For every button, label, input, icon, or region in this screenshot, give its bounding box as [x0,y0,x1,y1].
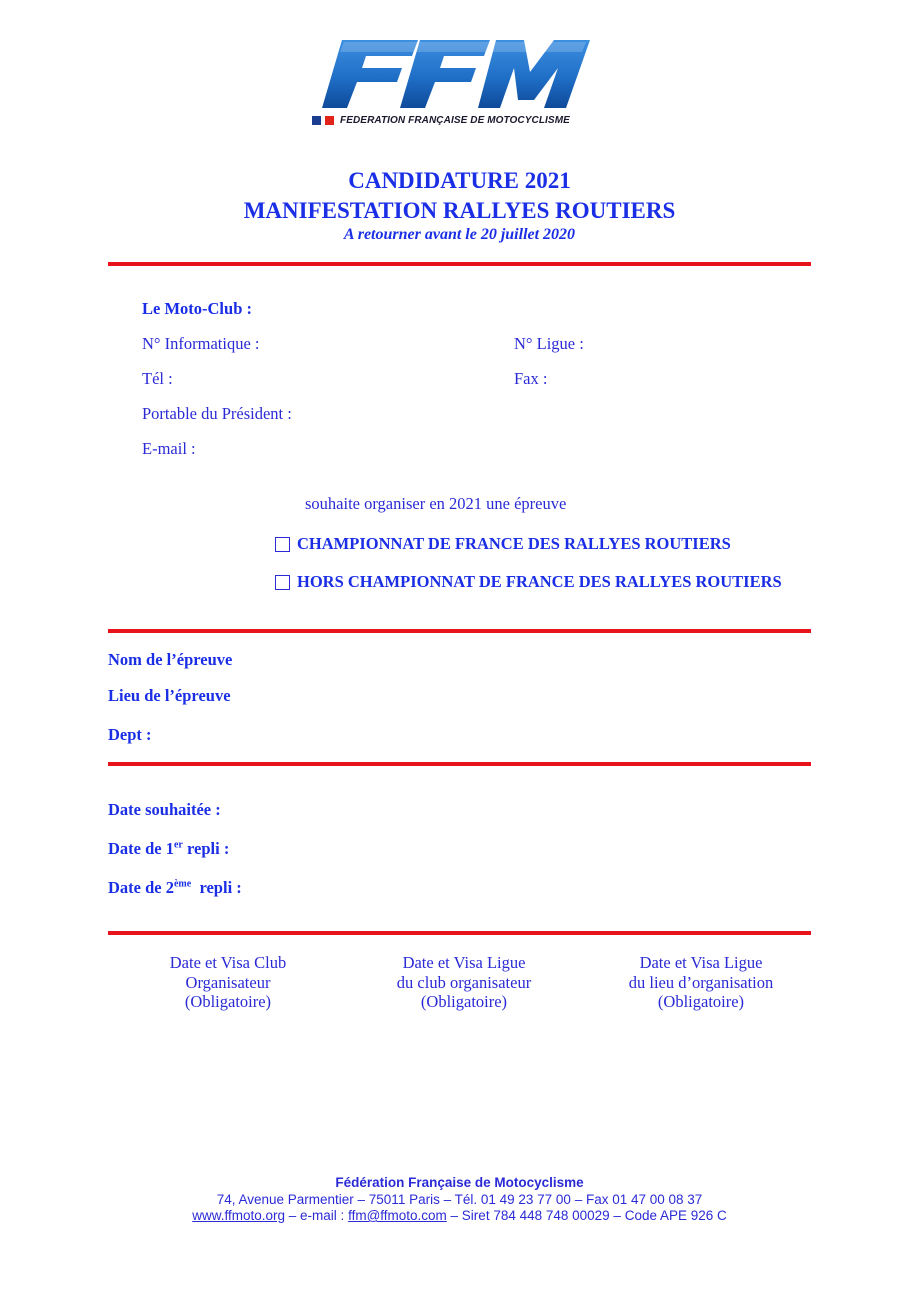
date-souhaitee-label: Date souhaitée : [108,800,221,819]
n-ligue-label: N° Ligue : [514,334,584,353]
visa-1-line2: Organisateur [185,972,271,992]
flag-red-square [325,116,334,125]
date-repli-2-label [108,878,242,898]
logo-tagline-row [312,112,602,128]
date-repli-2-suffix: repli : [191,878,242,897]
footer-email-prefix: – e-mail : [285,1208,349,1223]
ffm-logo-mark [320,38,592,110]
visa-1-line3: (Obligatoire) [184,992,272,1011]
visa-3-line2: du lieu d’organisation [628,972,774,992]
divider-4 [108,931,811,935]
footer-email-link[interactable]: ffm@ffmoto.com [348,1208,447,1223]
visa-2-line1: Date et Visa Ligue [402,953,526,972]
visa-2-line3: (Obligatoire) [420,992,508,1011]
date-repli-1-prefix: Date de 1 [108,839,174,858]
date-repli-1-label [108,839,229,859]
logo-tagline: FEDERATION FRANÇAISE DE MOTOCYCLISME [340,114,570,126]
date-repli-1-sup: er [173,839,183,851]
portable-president-label: Portable du Président : [142,404,292,423]
page-title-line1: CANDIDATURE 2021 [348,168,571,193]
divider-3 [108,762,811,766]
option-hors-championnat-label: HORS CHAMPIONNAT DE FRANCE DES RALLYES ROUTIERS [297,572,782,591]
flag-blue-square [312,116,321,125]
option-championnat[interactable] [275,534,731,554]
divider-2 [108,629,811,633]
visa-1-line1: Date et Visa Club [169,953,287,972]
checkbox-hors-championnat[interactable] [275,575,290,590]
page-subtitle: A retourner avant le 20 juillet 2020 [343,226,576,243]
visa-2-line2: du club organisateur [396,972,532,992]
checkbox-championnat[interactable] [275,537,290,552]
page-title-line2: MANIFESTATION RALLYES ROUTIERS [243,198,676,223]
n-informatique-label: N° Informatique : [142,334,260,353]
divider-1 [108,262,811,266]
visa-ligue-lieu [591,953,811,1012]
footer-org-name: Fédération Française de Motocyclisme [335,1175,584,1190]
footer-address: 74, Avenue Parmentier – 75011 Paris – Tél. 01 49 23 77 00 – Fax 01 47 00 08 37 [216,1191,703,1207]
footer-website-link[interactable]: www.ffmoto.org [192,1208,286,1223]
dept-label: Dept : [108,725,152,744]
footer [0,1175,919,1225]
footer-contact-line [0,1208,919,1225]
date-repli-1-suffix: repli : [182,839,230,858]
nom-epreuve-label: Nom de l’épreuve [108,650,233,669]
email-label: E-mail : [142,439,196,458]
footer-siret: – Siret 784 448 748 00029 – Code APE 926 C [446,1208,727,1223]
tel-label: Tél : [142,369,173,388]
option-hors-championnat[interactable] [275,572,782,592]
date-repli-2-prefix: Date de 2 [108,878,174,897]
lieu-epreuve-label: Lieu de l’épreuve [108,686,231,705]
date-repli-2-sup: ème [173,878,192,890]
fax-label: Fax : [514,369,548,388]
visa-3-line1: Date et Visa Ligue [639,953,763,972]
ffm-logo [312,38,602,130]
moto-club-label: Le Moto-Club : [142,299,252,318]
visa-club-organisateur [118,953,338,1012]
visa-3-line3: (Obligatoire) [657,992,745,1011]
intent-text: souhaite organiser en 2021 une épreuve [305,494,567,513]
option-championnat-label: CHAMPIONNAT DE FRANCE DES RALLYES ROUTIERS [297,534,731,553]
visa-ligue-club [354,953,574,1012]
